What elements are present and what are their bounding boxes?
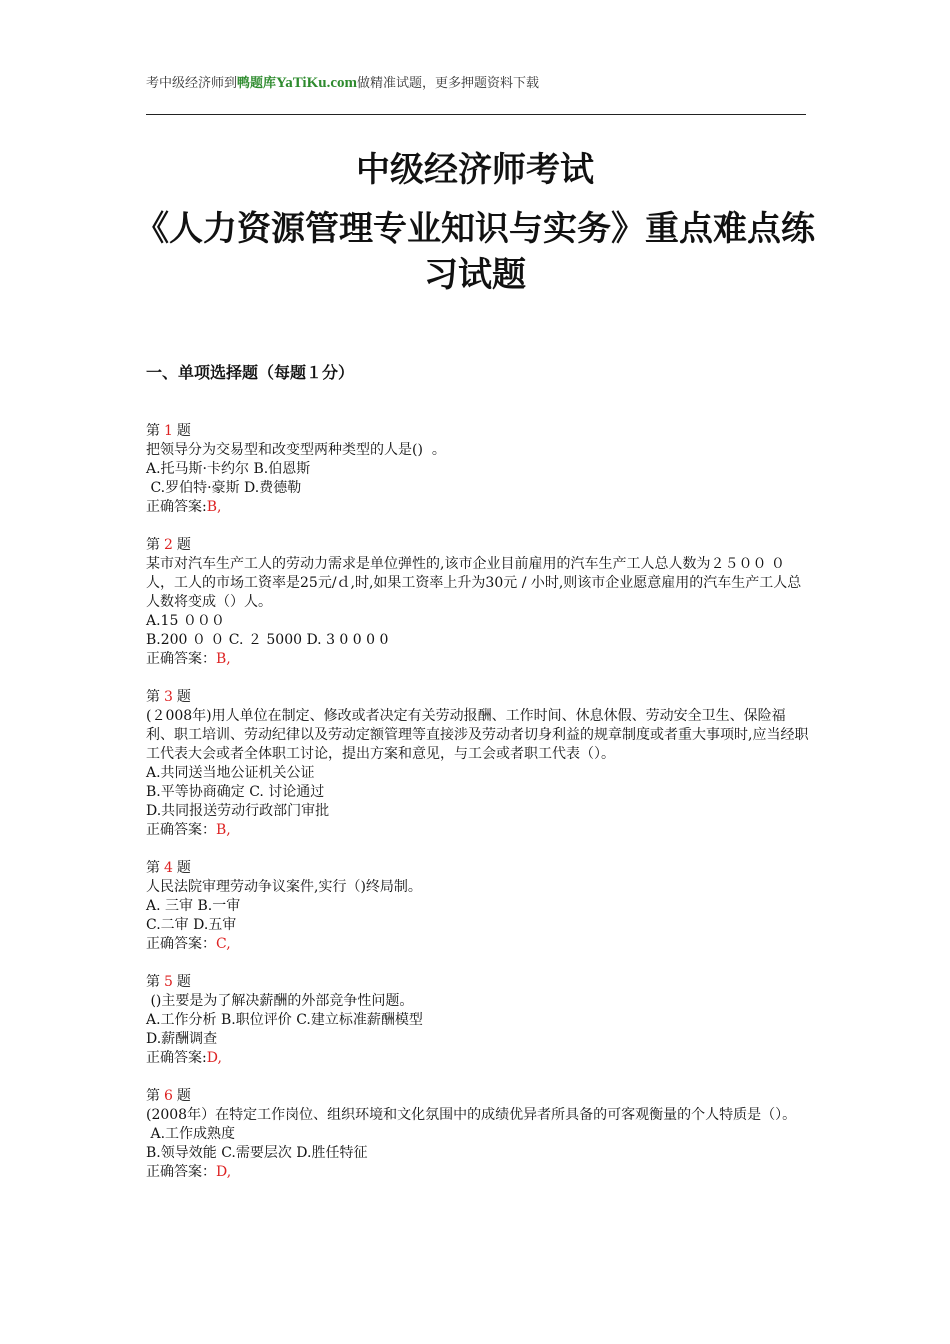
question-num: 6	[164, 1088, 173, 1104]
question-label: 第	[146, 860, 160, 876]
question-unit: 题	[176, 860, 191, 876]
question-options: D.薪酬调查	[146, 1031, 218, 1047]
header-brand[interactable]: 鸭题库	[237, 76, 277, 91]
question-item	[146, 536, 811, 669]
answer-value: B,	[216, 822, 231, 838]
question-item	[146, 859, 811, 954]
question-options: A. 三审 B.一审	[146, 898, 241, 914]
answer-line	[146, 498, 811, 517]
answer-value: B,	[216, 651, 231, 667]
answer-label: 正确答案:	[146, 499, 207, 515]
header-prefix: 考中级经济师到	[146, 76, 238, 91]
question-label: 第	[146, 689, 160, 705]
question-stem: (2008年）在特定工作岗位、组织环境和文化氛围中的成绩优异者所具备的可客观衡量的个人特质是（）。	[146, 1107, 797, 1123]
question-number	[146, 859, 811, 878]
title-line-1: 中级经济师考试	[356, 150, 594, 190]
question-num: 2	[164, 537, 173, 553]
question-number	[146, 422, 811, 441]
question-list	[146, 422, 811, 1201]
question-unit: 题	[176, 423, 191, 439]
section-heading: 一、单项选择题（每题１分）	[146, 363, 355, 382]
question-num: 3	[164, 689, 173, 705]
question-stem: 人民法院审理劳动争议案件,实行（)终局制。	[146, 879, 422, 895]
answer-line	[146, 650, 811, 669]
answer-line	[146, 935, 811, 954]
question-number	[146, 536, 811, 555]
question-item	[146, 1087, 811, 1182]
question-unit: 题	[176, 1088, 191, 1104]
question-item	[146, 422, 811, 517]
answer-label: 正确答案：	[146, 936, 216, 952]
question-label: 第	[146, 423, 160, 439]
question-num: 4	[164, 860, 173, 876]
question-item	[146, 973, 811, 1068]
page-header	[146, 72, 539, 92]
answer-label: 正确答案：	[146, 822, 216, 838]
title-line-2: 《人力资源管理专业知识与实务》重点难点练习试题	[135, 209, 815, 295]
question-options: C.二审 D.五审	[146, 917, 237, 933]
answer-value: D,	[216, 1164, 232, 1180]
question-label: 第	[146, 1088, 160, 1104]
answer-label: 正确答案:	[146, 1050, 207, 1066]
question-label: 第	[146, 974, 160, 990]
answer-value: B,	[206, 499, 222, 515]
question-unit: 题	[176, 974, 191, 990]
question-stem: (２008年)用人单位在制定、修改或者决定有关劳动报酬、工作时间、休息休假、劳动安全卫生、保险福利、职工培训、劳动纪律以及劳动定额管理等直接涉及劳动者切身利益的规章制度或者重大事项时,应当经职工代表大会或者全体职工讨论，提出方案和意见，与工会或者职工代表（）。	[146, 708, 809, 762]
question-unit: 题	[176, 689, 191, 705]
question-options: A.共同送当地公证机关公证	[146, 765, 315, 781]
question-options: A.托马斯·卡约尔 B.伯恩斯	[146, 461, 311, 477]
answer-line	[146, 821, 811, 840]
question-number	[146, 1087, 811, 1106]
answer-label: 正确答案：	[146, 1164, 216, 1180]
answer-value: C,	[216, 936, 231, 952]
question-number	[146, 973, 811, 992]
question-options: A.工作分析 B.职位评价 C.建立标准薪酬模型	[146, 1012, 423, 1028]
answer-value: D,	[206, 1050, 222, 1066]
question-options: B.平等协商确定 C. 讨论通过	[146, 784, 325, 800]
question-num: 1	[164, 423, 173, 439]
question-stem: ()主要是为了解决薪酬的外部竞争性问题。	[146, 993, 414, 1009]
question-options: B.领导效能 C.需要层次 D.胜任特征	[146, 1145, 368, 1161]
answer-label: 正确答案：	[146, 651, 216, 667]
header-site-link[interactable]: YaTiKu.com	[276, 75, 358, 91]
question-options: A.工作成熟度	[146, 1126, 236, 1142]
question-item	[146, 688, 811, 840]
question-options: C.罗伯特·豪斯 D.费德勒	[146, 480, 302, 496]
question-stem: 某市对汽车生产工人的劳动力需求是单位弹性的,该市企业目前雇用的汽车生产工人总人数为２５００ ０人，工人的市场工资率是25元/ｄ,时,如果工资率上升为30元 / 小时,则该市企业愿意雇用的汽车生产工人总人数将变成（）人。	[146, 556, 802, 610]
question-options: A.15 ０００	[146, 613, 225, 629]
question-options: D.共同报送劳动行政部门审批	[146, 803, 330, 819]
answer-line	[146, 1163, 811, 1182]
question-options: B.200 ０ ０ C. ２ 5000 D. 3 0 0 0 0	[146, 632, 389, 648]
question-number	[146, 688, 811, 707]
answer-line	[146, 1049, 811, 1068]
header-suffix: 做精准试题，更多押题资料下载	[357, 76, 540, 91]
question-label: 第	[146, 537, 160, 553]
header-divider	[146, 114, 806, 115]
question-stem: 把领导分为交易型和改变型两种类型的人是() 。	[146, 442, 446, 458]
question-num: 5	[164, 974, 173, 990]
question-unit: 题	[176, 537, 191, 553]
